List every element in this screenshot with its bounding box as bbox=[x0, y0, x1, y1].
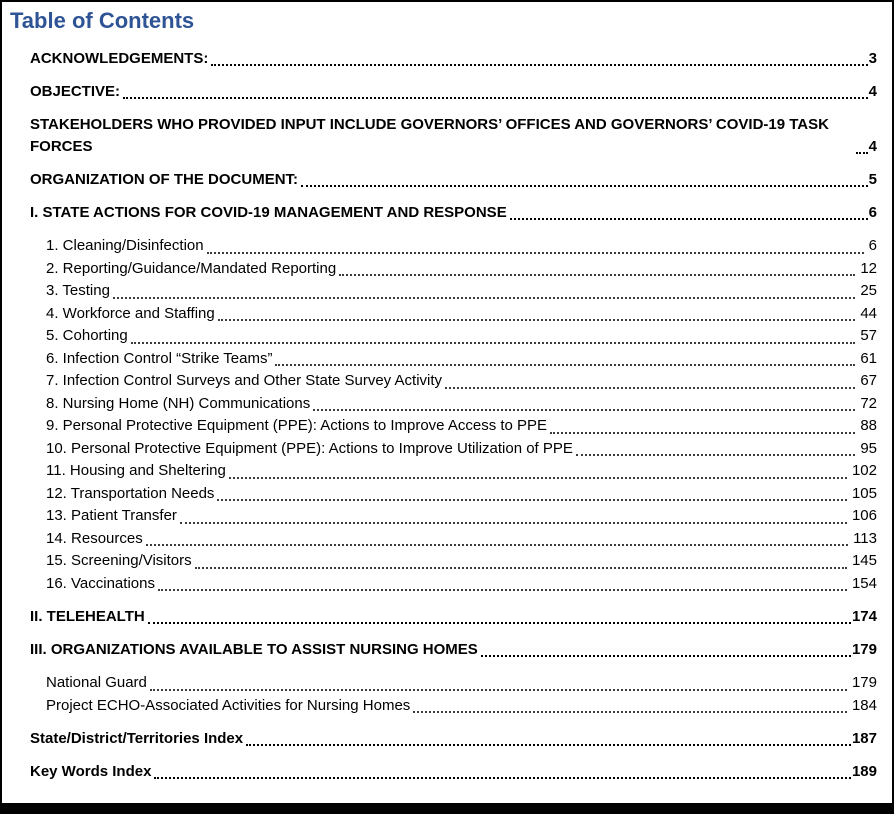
dot-leader bbox=[195, 567, 847, 569]
toc-entry-label: I. STATE ACTIONS FOR COVID-19 MANAGEMENT AND RESPONSE bbox=[30, 204, 507, 221]
toc-entry-label: 3. Testing bbox=[46, 282, 110, 299]
toc-page-number: 179 bbox=[851, 641, 877, 658]
toc-entry-label: National Guard bbox=[46, 674, 147, 691]
toc-page-number: 187 bbox=[851, 730, 877, 747]
toc-page-number: 102 bbox=[851, 462, 877, 479]
toc-entry-label: 1. Cleaning/Disinfection bbox=[46, 237, 204, 254]
toc-page-number: 179 bbox=[851, 674, 877, 691]
toc-entry-ppe-utilization[interactable] bbox=[2, 438, 877, 461]
toc-page-number: 61 bbox=[860, 349, 877, 367]
toc-entry-transportation-needs[interactable] bbox=[2, 483, 877, 506]
toc-page-number: 57 bbox=[860, 327, 877, 344]
toc-entry-stakeholders[interactable] bbox=[2, 114, 877, 158]
toc-entry-state-actions[interactable] bbox=[2, 202, 877, 224]
toc-entry-label: 11. Housing and Sheltering bbox=[46, 462, 226, 479]
toc-entry-label: 5. Cohorting bbox=[46, 327, 128, 344]
toc-page-number: 189 bbox=[851, 763, 877, 780]
toc-page-number: 105 bbox=[851, 484, 877, 502]
toc-entry-label: III. ORGANIZATIONS AVAILABLE TO ASSIST NURSING HOMES bbox=[30, 641, 478, 658]
dot-leader bbox=[217, 499, 847, 501]
dot-leader bbox=[301, 185, 868, 187]
toc-entry-reporting-guidance[interactable] bbox=[2, 258, 877, 281]
toc-entry-label: 4. Workforce and Staffing bbox=[46, 304, 215, 322]
dot-leader bbox=[207, 252, 864, 254]
dot-leader bbox=[576, 454, 855, 456]
toc-page-number: 184 bbox=[851, 696, 877, 714]
dot-leader bbox=[229, 477, 847, 479]
toc-entry-label: STAKEHOLDERS WHO PROVIDED INPUT INCLUDE GOVERNORS’ OFFICES AND GOVERNORS’ COVID-19 TASK FORCES bbox=[30, 116, 829, 155]
toc-entry-cleaning-disinfection[interactable] bbox=[2, 235, 877, 258]
toc-page-number: 106 bbox=[851, 507, 877, 524]
toc-entry-label: ORGANIZATION OF THE DOCUMENT: bbox=[30, 171, 299, 188]
dot-leader bbox=[158, 589, 847, 591]
toc-entry-strike-teams[interactable] bbox=[2, 348, 877, 371]
toc-entry-housing-sheltering[interactable] bbox=[2, 460, 877, 483]
toc-entry-label: 12. Transportation Needs bbox=[46, 484, 215, 502]
dot-leader bbox=[550, 432, 855, 434]
toc-page-number: 113 bbox=[853, 529, 877, 547]
toc-page-number: 44 bbox=[860, 304, 877, 322]
toc-entry-acknowledgements[interactable] bbox=[2, 48, 877, 70]
toc-entry-label: 15. Screening/Visitors bbox=[46, 552, 192, 569]
toc-page-number: 154 bbox=[851, 574, 877, 592]
toc-page-number: 5 bbox=[868, 171, 877, 188]
toc-entry-label: 13. Patient Transfer bbox=[46, 507, 177, 524]
dot-leader bbox=[413, 711, 847, 713]
dot-leader bbox=[856, 152, 868, 154]
toc-entry-label: 7. Infection Control Surveys and Other State Survey Activity bbox=[46, 372, 443, 389]
dot-leader bbox=[154, 777, 851, 779]
page-bottom-border bbox=[2, 803, 892, 812]
toc-page-number: 72 bbox=[860, 394, 877, 412]
toc-entry-label: State/District/Territories Index bbox=[30, 730, 244, 747]
dot-leader bbox=[481, 655, 851, 657]
toc-entry-workforce-staffing[interactable] bbox=[2, 303, 877, 326]
toc-entry-label: 14. Resources bbox=[46, 529, 143, 547]
dot-leader bbox=[510, 218, 868, 220]
toc-page-number: 95 bbox=[860, 439, 877, 457]
table-of-contents bbox=[2, 48, 892, 783]
dot-leader bbox=[218, 319, 856, 321]
toc-entry-cohorting[interactable] bbox=[2, 325, 877, 348]
dot-leader bbox=[146, 544, 848, 546]
toc-entry-label: Key Words Index bbox=[30, 763, 152, 780]
toc-entry-label: 2. Reporting/Guidance/Mandated Reporting bbox=[46, 259, 337, 277]
toc-page-number: 174 bbox=[851, 608, 877, 625]
dot-leader bbox=[113, 297, 855, 299]
toc-entry-label: II. TELEHEALTH bbox=[30, 608, 145, 625]
toc-page-number: 3 bbox=[868, 50, 877, 67]
toc-entry-label: 10. Personal Protective Equipment (PPE): Actions to Improve Utilization of PPE bbox=[46, 439, 573, 457]
toc-page-number: 6 bbox=[868, 237, 877, 254]
toc-entry-national-guard[interactable] bbox=[2, 672, 877, 695]
toc-entry-nh-communications[interactable] bbox=[2, 393, 877, 416]
toc-entry-key-words-index[interactable] bbox=[2, 761, 877, 783]
toc-page-number: 67 bbox=[860, 372, 877, 389]
toc-entry-objective[interactable] bbox=[2, 81, 877, 103]
toc-page-number: 88 bbox=[860, 417, 877, 434]
toc-page-number: 25 bbox=[860, 282, 877, 299]
toc-entry-testing[interactable] bbox=[2, 280, 877, 303]
dot-leader bbox=[148, 622, 851, 624]
toc-entry-label: 16. Vaccinations bbox=[46, 574, 155, 592]
dot-leader bbox=[150, 689, 847, 691]
dot-leader bbox=[275, 364, 855, 366]
toc-entry-resources[interactable] bbox=[2, 528, 877, 551]
toc-entry-label: Project ECHO-Associated Activities for Nursing Homes bbox=[46, 696, 411, 714]
toc-entry-screening-visitors[interactable] bbox=[2, 550, 877, 573]
toc-entry-label: ACKNOWLEDGEMENTS: bbox=[30, 50, 209, 67]
toc-entry-infection-control-surveys[interactable] bbox=[2, 370, 877, 393]
toc-page-number: 4 bbox=[868, 138, 877, 155]
toc-page-number: 6 bbox=[868, 204, 877, 221]
toc-entry-label: OBJECTIVE: bbox=[30, 83, 121, 100]
toc-entry-project-echo[interactable] bbox=[2, 695, 877, 718]
dot-leader bbox=[313, 409, 855, 411]
dot-leader bbox=[246, 744, 851, 746]
toc-entry-telehealth[interactable] bbox=[2, 606, 877, 628]
toc-entry-organization[interactable] bbox=[2, 169, 877, 191]
dot-leader bbox=[445, 387, 855, 389]
toc-entry-label: 6. Infection Control “Strike Teams” bbox=[46, 349, 273, 367]
toc-page-number: 12 bbox=[860, 259, 877, 277]
toc-entry-vaccinations[interactable] bbox=[2, 573, 877, 596]
dot-leader bbox=[180, 522, 847, 524]
toc-entry-label: 9. Personal Protective Equipment (PPE): Actions to Improve Access to PPE bbox=[46, 417, 548, 434]
toc-entry-organizations-assist[interactable] bbox=[2, 639, 877, 661]
toc-page-number: 145 bbox=[851, 552, 877, 569]
toc-entry-label: 8. Nursing Home (NH) Communications bbox=[46, 394, 311, 412]
toc-entry-state-district-index[interactable] bbox=[2, 728, 877, 750]
toc-entry-patient-transfer[interactable] bbox=[2, 505, 877, 528]
page-title: Table of Contents bbox=[10, 8, 195, 33]
toc-page-number: 4 bbox=[868, 83, 877, 100]
dot-leader bbox=[131, 342, 856, 344]
toc-entry-ppe-access[interactable] bbox=[2, 415, 877, 438]
dot-leader bbox=[339, 274, 855, 276]
dot-leader bbox=[123, 97, 868, 99]
dot-leader bbox=[211, 64, 867, 66]
